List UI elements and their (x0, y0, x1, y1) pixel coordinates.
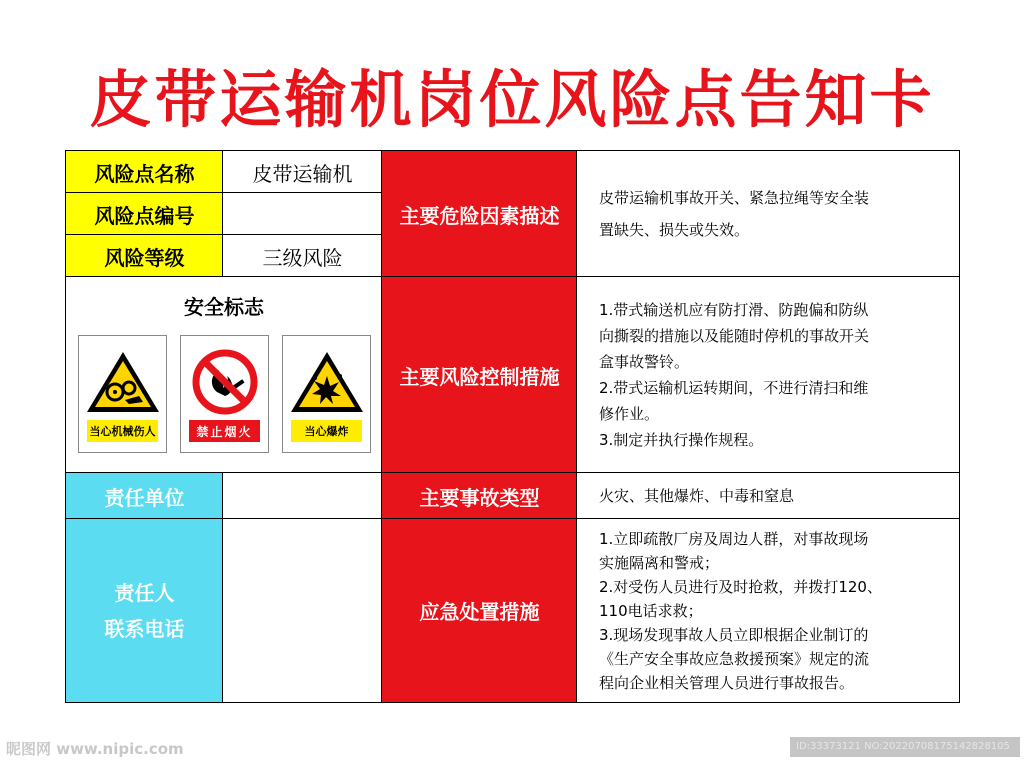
page-title: 皮带运输机岗位风险点告知卡 (89, 63, 935, 136)
hazard-label: 主要危险因素描述 (381, 150, 578, 278)
emergency-line: 2.对受伤人员进行及时抢救，并拨打120、 (599, 577, 882, 596)
control-measures (576, 276, 960, 474)
safety-signs-panel (65, 276, 383, 474)
machinery-warning-icon (79, 344, 168, 424)
contact-phone-title: 联系电话 (104, 616, 185, 641)
no-fire-icon (181, 342, 270, 422)
control-label: 主要风险控制措施 (381, 276, 578, 474)
responsible-unit-value (222, 472, 383, 520)
responsible-person-label (65, 518, 224, 703)
risk-code-label: 风险点编号 (65, 192, 224, 236)
accident-type-label: 主要事故类型 (381, 472, 578, 520)
sign-explosion (282, 335, 371, 453)
sign-label: 禁止烟火 (189, 420, 260, 442)
emergency-measures (576, 518, 960, 703)
accident-type-value: 火灾、其他爆炸、中毒和窒息 (576, 472, 960, 520)
explosion-warning-icon (283, 344, 372, 424)
control-line: 1.带式输送机应有防打滑、防跑偏和防纵 (599, 301, 869, 319)
control-line: 修作业。 (599, 405, 660, 423)
sign-no-fire (180, 335, 269, 453)
sign-machinery (78, 335, 167, 453)
responsible-person-value (222, 518, 383, 703)
risk-name-label: 风险点名称 (65, 150, 224, 194)
safety-signs-label: 安全标志 (184, 295, 264, 319)
risk-name-value: 皮带运输机 (222, 150, 383, 194)
watermark-id: ID:33373121 NO:20220708175142828105 (790, 737, 1020, 757)
control-line: 盒事故警铃。 (599, 353, 690, 371)
emergency-line: 实施隔离和警戒； (599, 553, 720, 572)
emergency-line: 110电话求救； (599, 601, 703, 620)
watermark-left: 昵图网 www.nipic.com (6, 740, 184, 758)
hazard-lines (599, 182, 869, 246)
emergency-line: 程向企业相关管理人员进行事故报告。 (599, 673, 855, 692)
control-lines (599, 297, 869, 453)
responsible-unit-label: 责任单位 (65, 472, 224, 520)
responsible-person-title: 责任人 (114, 580, 175, 605)
sign-label: 当心机械伤人 (87, 420, 158, 442)
risk-code-value (222, 192, 383, 236)
emergency-label: 应急处置措施 (381, 518, 578, 703)
risk-level-label: 风险等级 (65, 234, 224, 278)
emergency-line: 《生产安全事故应急救援预案》规定的流 (599, 649, 870, 668)
emergency-line: 3.现场发现事故人员立即根据企业制订的 (599, 625, 869, 644)
emergency-lines (599, 527, 882, 695)
emergency-line: 1.立即疏散厂房及周边人群，对事故现场 (599, 529, 869, 548)
control-line: 2.带式运输机运转期间，不进行清扫和维 (599, 379, 869, 397)
control-line: 3.制定并执行操作规程。 (599, 431, 764, 449)
sign-label: 当心爆炸 (291, 420, 362, 442)
hazard-line: 皮带运输机事故开关、紧急拉绳等安全装 (599, 189, 870, 207)
hazard-line: 置缺失、损失或失效。 (599, 221, 750, 239)
risk-level-value: 三级风险 (222, 234, 383, 278)
control-line: 向撕裂的措施以及能随时停机的事故开关 (599, 327, 870, 345)
hazard-description (576, 150, 960, 278)
